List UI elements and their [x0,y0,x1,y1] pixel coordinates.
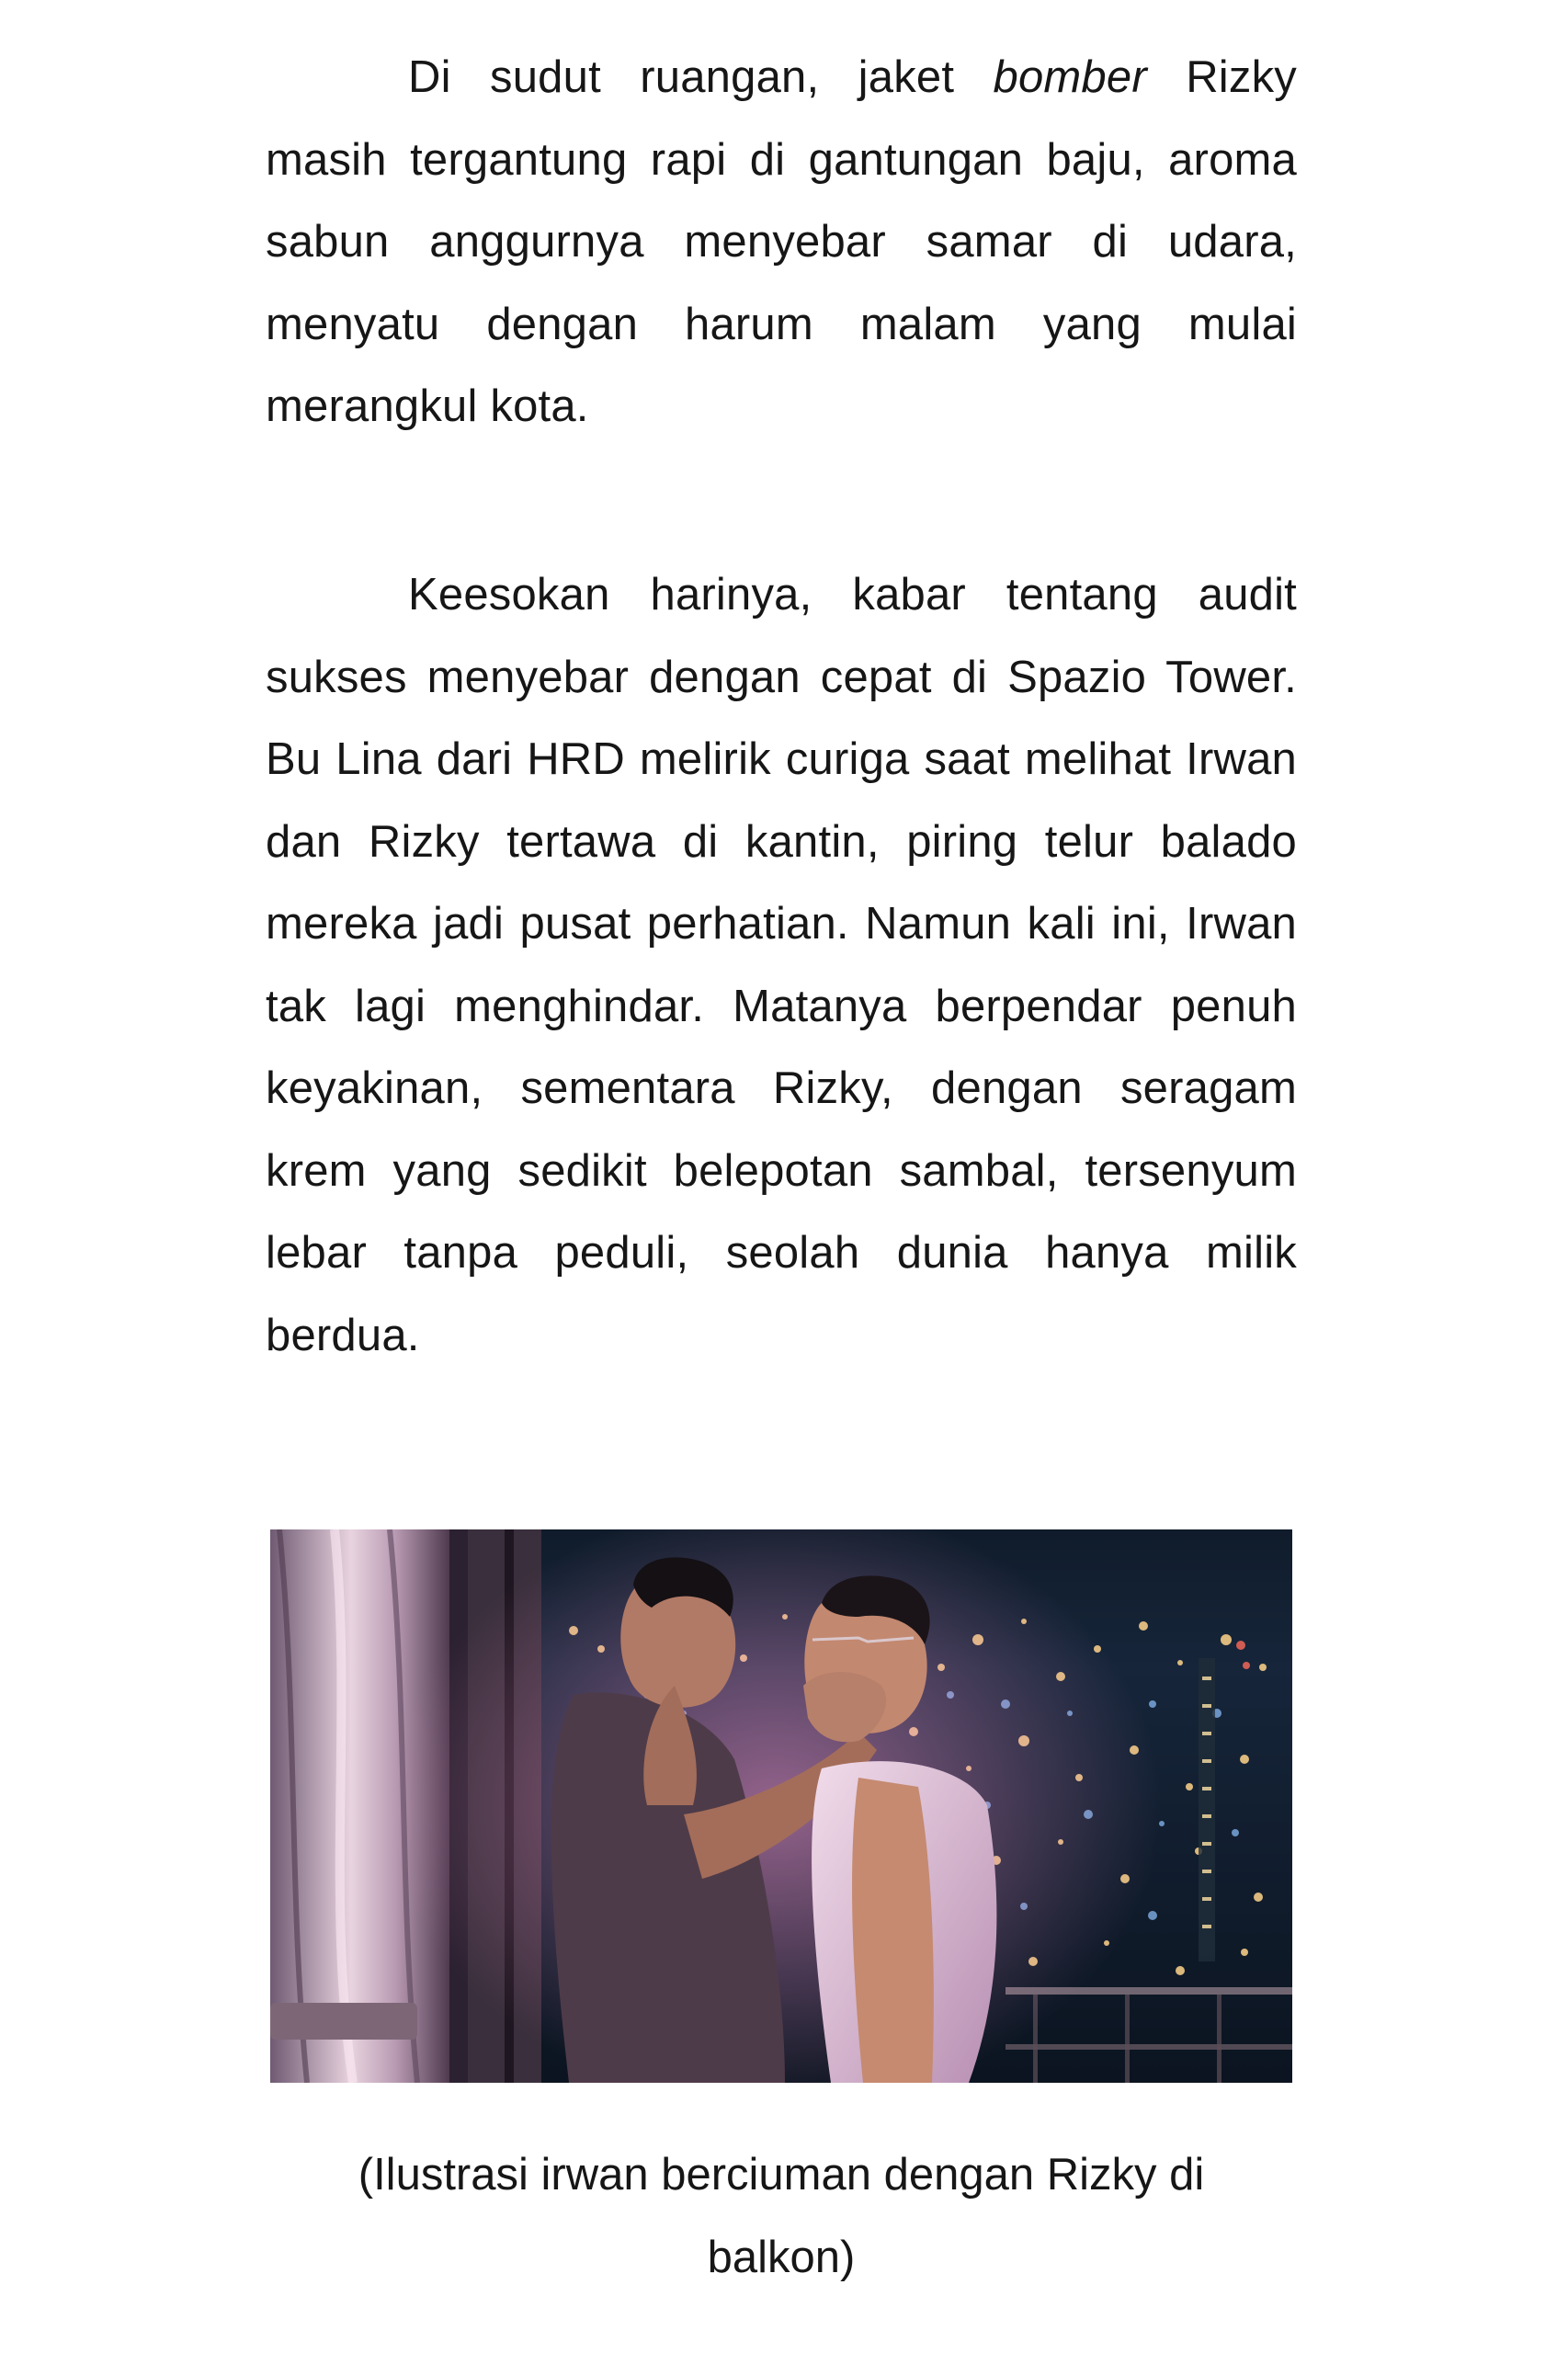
illustration-image [270,1529,1292,2083]
figure-caption-line-2: balkon) [707,2232,856,2282]
figure-caption-line-1: (Ilustrasi irwan berciuman dengan Rizky di [358,2150,1205,2200]
paragraph-1 [266,37,1297,449]
paragraph-1-emphasis: bomber [993,52,1147,102]
paragraph-2: Keesokan harinya, kabar tentang audit sukses menyebar dengan cepat di Spazio Tower. Bu Lina dari HRD melirik curiga saat melihat Irwan dan Rizky tertawa di kantin, piring telur balado mereka jadi pusat perhatian. Namun kali ini, Irwan tak lagi menghindar. Matanya berpendar penuh keyakinan, sementara Rizky, dengan seragam krem yang sedikit belepotan sambal, tersenyum lebar tanpa peduli, seolah dunia hanya milik berdua. [266,570,1297,1360]
figure-caption [266,2134,1297,2299]
paragraph-1-text-before: Di sudut ruangan, jaket [408,52,994,102]
paragraph-1-text-after: Rizky masih tergantung rapi di gantungan baju, aroma sabun anggurnya menyebar samar di udara, menyatu dengan harum malam yang mulai merangkul kota. [266,52,1297,431]
